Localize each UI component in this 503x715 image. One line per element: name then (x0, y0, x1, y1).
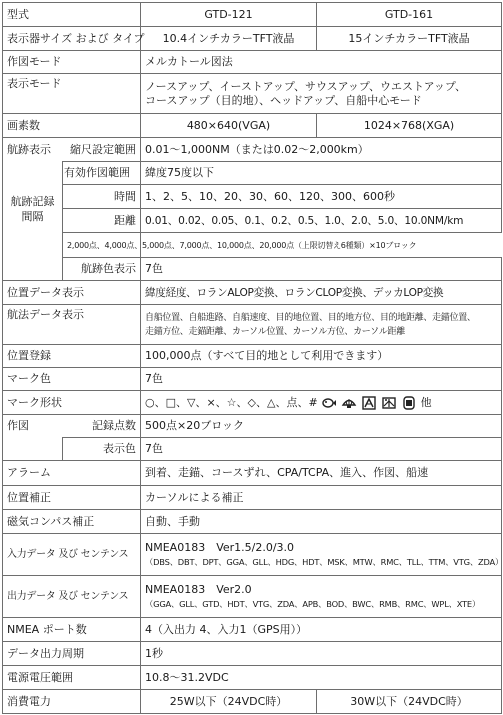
posreg-value: 100,000点（すべて目的地として利用できます） (141, 345, 502, 368)
track-scale-label: 縮尺設定範囲 (70, 142, 136, 156)
output-line-2: （GGA、GLL、GTD、HDT、VTG、ZDA、APB、BOD、BWC、RMB、RMC、WPL、XTE） (145, 598, 481, 609)
row-posreg (3, 345, 502, 368)
row-compass (3, 510, 502, 534)
pixels-gtd161: 1024×768(XGA) (317, 114, 502, 138)
row-output (3, 576, 502, 618)
plot-label: 作図 (7, 419, 29, 432)
buoy-mark-icon (401, 395, 417, 411)
row-track-area (3, 162, 502, 185)
compass-label: 磁気コンパス補正 (3, 510, 141, 534)
output-line-1: NMEA0183 Ver2.0 (145, 582, 252, 596)
voltage-value: 10.8～31.2VDC (141, 666, 502, 690)
posreg-label: 位置登録 (3, 345, 141, 368)
plot-left-blank (3, 438, 63, 461)
markshape-icons (321, 395, 417, 411)
navdata-line-2: 走錨方位、走錨距離、カーソル位置、カーソル方位、カーソル距離 (145, 326, 405, 337)
track-area-value: 緯度75度以下 (141, 162, 502, 185)
plot-color-label: 表示色 (63, 438, 141, 461)
nmeaport-label: NMEA ポート数 (3, 618, 141, 642)
row-plot-points (3, 415, 502, 438)
plot-label-wrap (7, 419, 136, 433)
power-gtd121: 25W以下（24VDC時） (141, 690, 317, 714)
plot-points-value: 500点×20ブロック (141, 415, 502, 438)
row-dispmode (3, 74, 502, 114)
row-input (3, 534, 502, 576)
period-label: データ出力周期 (3, 642, 141, 666)
compass-value: 自動、手動 (141, 510, 502, 534)
navdata-label: 航法データ表示 (3, 305, 141, 345)
track-scale-label-cell (3, 138, 141, 162)
spec-table (2, 2, 502, 714)
mapmode-value: メルカトール図法 (141, 51, 502, 74)
fish-mark-icon (321, 395, 337, 411)
navdata-line-1: 自船位置、自船進路、自船速度、目的地位置、目的地方位、目的地距離、走錨位置、 (145, 312, 476, 323)
display-gtd121: 10.4インチカラーTFT液晶 (141, 27, 317, 51)
model-label: 型式 (3, 3, 141, 27)
display-gtd161: 15インチカラーTFT液晶 (317, 27, 502, 51)
power-gtd161: 30W以下（24VDC時） (317, 690, 502, 714)
row-posdata (3, 281, 502, 305)
markshape-value (141, 391, 502, 415)
row-track-scale (3, 138, 502, 162)
track-left-blank-3 (3, 258, 63, 281)
dispmode-label: 表示モード (3, 74, 141, 114)
row-track-dist (3, 209, 502, 233)
markshape-other: 他 (420, 395, 432, 409)
shell-mark-icon (341, 395, 357, 411)
period-value: 1秒 (141, 642, 502, 666)
input-label: 入力データ 及び センテンス (3, 534, 141, 576)
track-scale-value: 0.01～1,000NM（または0.02～2,000km） (141, 138, 502, 162)
track-left-blank-2 (3, 233, 63, 258)
wreck-mark-icon (381, 395, 397, 411)
row-navdata (3, 305, 502, 345)
row-track-points (3, 233, 502, 258)
track-time-label: 時間 (63, 185, 141, 209)
track-color-label: 航跡色表示 (63, 258, 141, 281)
row-markcolor (3, 368, 502, 391)
posdata-value: 緯度経度、ロランALOP変換、ロランCLOP変換、デッカLOP変換 (141, 281, 502, 305)
track-color-value: 7色 (141, 258, 502, 281)
row-period (3, 642, 502, 666)
track-points-text: 2,000点、4,000点、5,000点、7,000点、10,000点、20,000点（上限切替え6種類）×10ブロック (67, 240, 417, 250)
row-nmeaport (3, 618, 502, 642)
plot-color-value: 7色 (141, 438, 502, 461)
output-value (141, 576, 502, 618)
row-poscorr (3, 486, 502, 510)
poscorr-value: カーソルによる補正 (141, 486, 502, 510)
model-gtd121: GTD-121 (141, 3, 317, 27)
voltage-label: 電源電圧範囲 (3, 666, 141, 690)
alarm-value: 到着、走錨、コースずれ、CPA/TCPA、進入、作図、船速 (141, 461, 502, 486)
track-dist-value: 0.01、0.02、0.05、0.1、0.2、0.5、1.0、2.0、5.0、10.0NM/km (141, 209, 502, 233)
pixels-gtd121: 480×640(VGA) (141, 114, 317, 138)
row-alarm (3, 461, 502, 486)
plot-points-label: 記録点数 (92, 419, 136, 432)
track-interval-label-cell (3, 185, 63, 233)
input-line-2: （DBS、DBT、DPT、GGA、GLL、HDG、HDT、MSK、MTW、RMC、TLL、TTM、VTG、ZDA） (145, 556, 503, 567)
row-voltage (3, 666, 502, 690)
output-label: 出力データ 及び センテンス (3, 576, 141, 618)
dispmode-line-1: ノースアップ、イーストアップ、サウスアップ、ウエストアップ、 (145, 79, 466, 93)
dispmode-line-2: コースアップ（目的地）、ヘッドアップ、自船中心モード (145, 93, 422, 107)
spec-sheet (2, 2, 501, 713)
track-area-label: 有効作図範囲 (63, 162, 141, 185)
track-scale-label-wrap (7, 143, 136, 157)
posdata-label: 位置データ表示 (3, 281, 141, 305)
markshape-label: マーク形状 (3, 391, 141, 415)
row-track-time (3, 185, 502, 209)
row-track-color (3, 258, 502, 281)
reef-mark-icon (361, 395, 377, 411)
row-model (3, 3, 502, 27)
track-dist-label: 距離 (63, 209, 141, 233)
mapmode-label: 作図モード (3, 51, 141, 74)
input-line-1: NMEA0183 Ver1.5/2.0/3.0 (145, 540, 295, 554)
row-power (3, 690, 502, 714)
navdata-value (141, 305, 502, 345)
display-label: 表示器サイズ および タイプ (3, 27, 141, 51)
markcolor-label: マーク色 (3, 368, 141, 391)
track-time-value: 1、2、5、10、20、30、60、120、300、600秒 (141, 185, 502, 209)
row-display (3, 27, 502, 51)
track-label: 航跡表示 (7, 142, 51, 156)
input-value (141, 534, 502, 576)
track-interval-label: 航跡記録間隔 (10, 194, 55, 223)
row-pixels (3, 114, 502, 138)
markshape-text: ○、□、▽、×、☆、◇、△、点、# (145, 395, 318, 409)
plot-points-label-cell (3, 415, 141, 438)
track-left-blank (3, 162, 63, 185)
alarm-label: アラーム (3, 461, 141, 486)
row-markshape (3, 391, 502, 415)
dispmode-value (141, 74, 502, 114)
poscorr-label: 位置補正 (3, 486, 141, 510)
row-mapmode (3, 51, 502, 74)
track-points-value (63, 233, 417, 258)
pixels-label: 画素数 (3, 114, 141, 138)
nmeaport-value: 4（入出力 4、入力1（GPS用）） (141, 618, 502, 642)
row-plot-color (3, 438, 502, 461)
markcolor-value: 7色 (141, 368, 502, 391)
power-label: 消費電力 (3, 690, 141, 714)
model-gtd161: GTD-161 (317, 3, 502, 27)
